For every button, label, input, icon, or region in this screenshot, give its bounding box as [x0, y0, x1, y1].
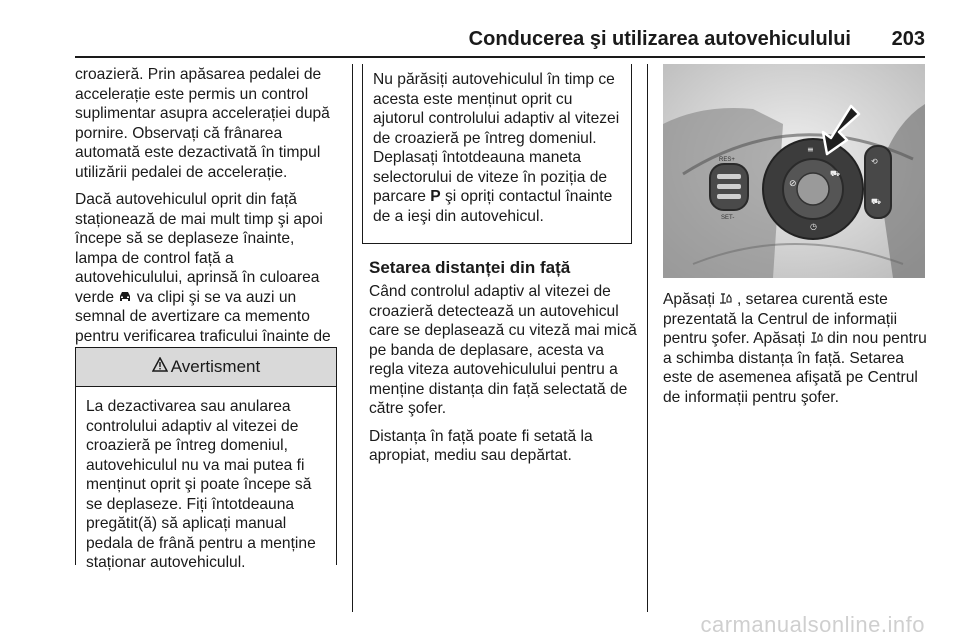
follow-distance-icon [810, 331, 828, 346]
warning-body: La dezactivarea sau anularea controlului adaptiv al vitezei de croazieră pe întreg domeniul, autovehiculul nu va mai putea fi menținut oprit şi poate începe să se deplaseze. Fiți întotdeauna pregătit(ă) să aplicați manual pedala de frână pentru a menține staționar autovehiculul. [86, 398, 316, 571]
set-label: SET- [721, 215, 735, 221]
vehicle-ahead-icon [118, 291, 132, 303]
paragraph-text: Dacă autovehiculul oprit din față staționează de mai mult timp şi apoi începe să se deplaseze înainte, lampa de control față a autovehiculului, aprinsă în culoarea verde [75, 191, 323, 306]
paragraph-text: , setarea curentă este prezentată la Centrul de informații pentru şofer. Apăsați [663, 291, 898, 347]
svg-text:⛟: ⛟ [871, 197, 882, 206]
column-3-text [663, 290, 928, 415]
note-box [362, 64, 632, 244]
column-divider-left [352, 64, 353, 612]
page-number: 203 [891, 28, 925, 50]
warning-heading-text: Avertisment [170, 357, 261, 376]
note-bold: P [430, 188, 441, 205]
section-heading: Setarea distanței din față [369, 258, 571, 277]
paragraph-text: va clipi şi se va auzi un semnal de avertizare ca memento pentru verificarea traficului înainte de [75, 288, 331, 345]
note-text: şi opriți contactul înainte de a ieşi din autovehicul. [373, 188, 613, 225]
header-title: Conducerea şi utilizarea autovehiculului [468, 28, 851, 50]
paragraph [75, 190, 339, 366]
paragraph-text: din nou pentru a schimba distanța în față. Setarea este de asemenea afişată pe Centrul de informații pentru şofer. [663, 330, 927, 406]
header-rule [75, 56, 925, 58]
paragraph: Când controlul adaptiv al vitezei de croazieră detectează un autovehicul care se deplasează cu viteză mai mică pe banda de deplasare, acesta va regla viteza autovehiculului pentru a menține distanța din față selectată de către şofer. [369, 283, 637, 417]
svg-text:⟲: ⟲ [871, 157, 878, 166]
page-header [75, 24, 925, 50]
paragraph: Distanța în față poate fi setată la apropiat, mediu sau depărtat. [369, 427, 593, 464]
paragraph [663, 290, 928, 407]
warning-heading [76, 347, 336, 387]
svg-text:◷: ◷ [810, 222, 817, 231]
paragraph-text: Apăsați [663, 291, 716, 308]
svg-text:⊘: ⊘ [789, 179, 797, 189]
steering-wheel-controls-figure [663, 64, 925, 278]
svg-text:⛟: ⛟ [830, 169, 841, 178]
note-text: Nu părăsiți autovehiculul în timp ce acesta este menținut oprit cu ajutorul controlului adaptiv al vitezei de croazieră pe întreg domeniul. Deplasați întotdeauna maneta selectorului de viteze în poziția de parcare [373, 71, 620, 205]
svg-text:≡: ≡ [807, 145, 814, 154]
warning-icon [152, 357, 168, 377]
paragraph: croazieră. Prin apăsarea pedalei de accelerație este permis un control suplimentar asupra accelerației după pornire. Observați că frânarea automată este dezactivată în timpul utilizării pedalei de accelerație. [75, 66, 330, 181]
res-label: RES+ [719, 157, 735, 163]
column-divider-right [647, 64, 648, 612]
warning-box [75, 347, 337, 571]
column-1 [75, 65, 339, 374]
column-2-text [369, 282, 637, 474]
watermark: carmanualsonline.info [700, 612, 925, 637]
follow-distance-icon [719, 292, 737, 307]
steering-wheel-illustration [663, 64, 925, 278]
